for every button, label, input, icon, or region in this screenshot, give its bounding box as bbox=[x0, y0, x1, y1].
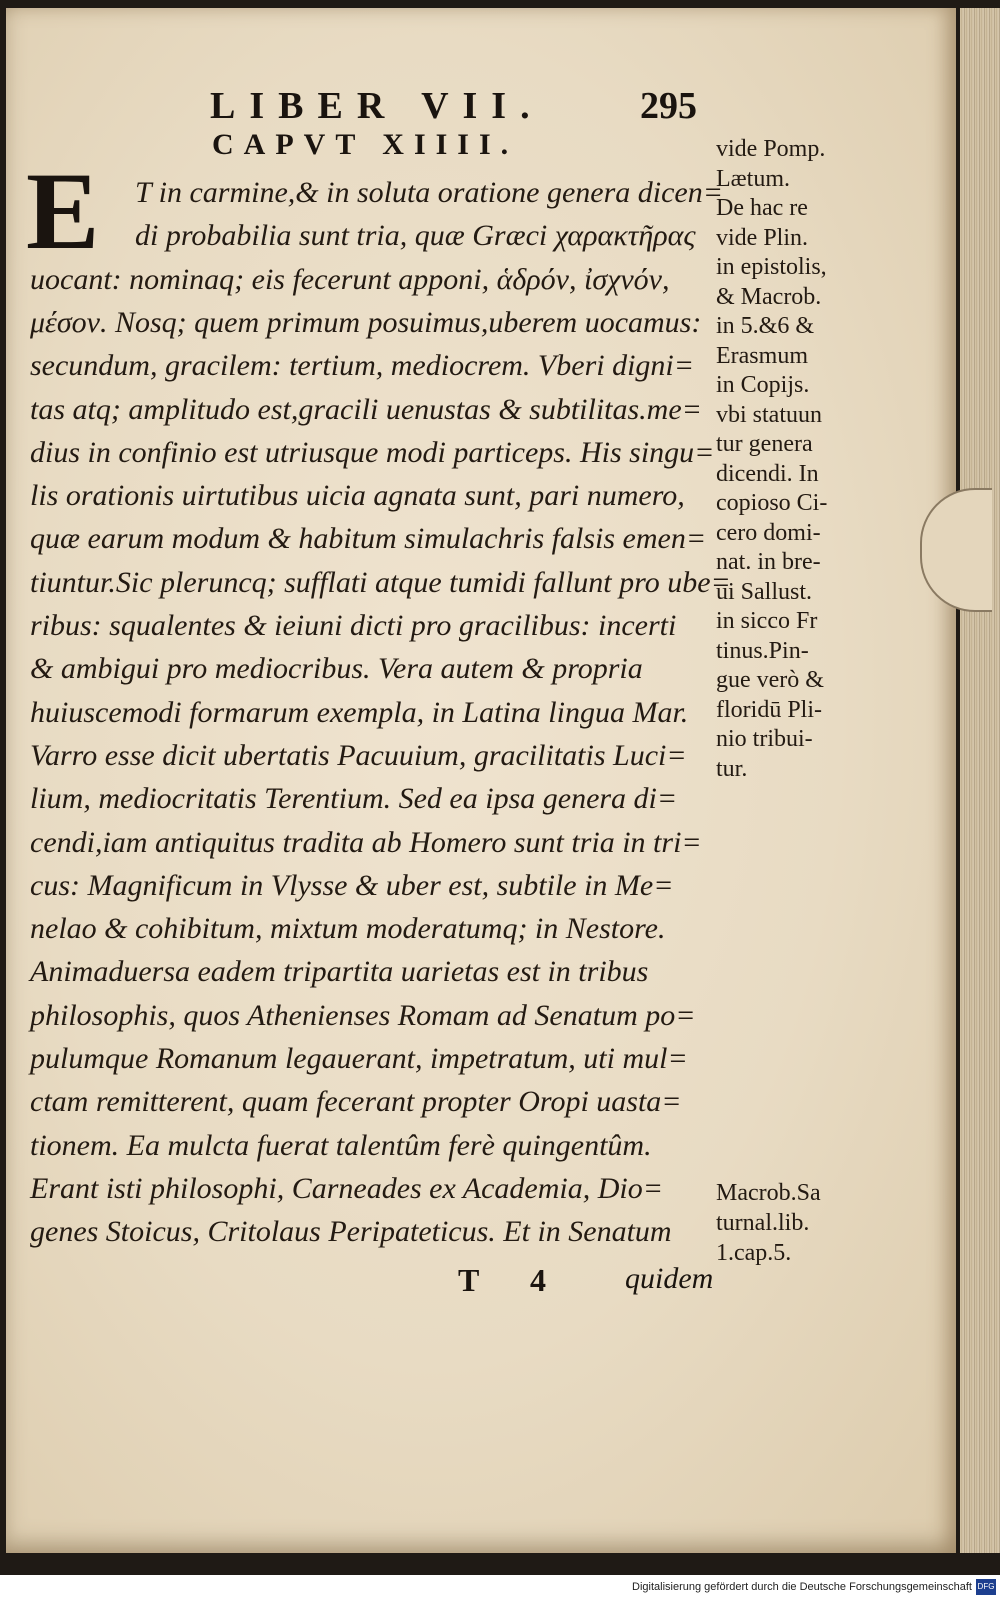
page-number: 295 bbox=[640, 85, 697, 127]
text-line: dius in confinio est utriusque modi particeps. His singu= bbox=[30, 435, 715, 469]
text-line: tas atq; amplitudo est,gracili uenustas & subtilitas.me= bbox=[30, 392, 702, 426]
margin-note-line: ui Sallust. bbox=[716, 578, 813, 605]
text-line: huiuscemodi formarum exempla, in Latina lingua Mar. bbox=[30, 695, 689, 729]
margin-note-line: nio tribui- bbox=[716, 726, 813, 752]
text-line: lium, mediocritatis Terentium. Sed ea ipsa genera di= bbox=[30, 782, 678, 816]
signature-number: 4 bbox=[530, 1262, 546, 1298]
text-line: T in carmine,& in soluta oratione genera dicen= bbox=[135, 176, 723, 209]
margin-note-line: in Copijs. bbox=[716, 372, 810, 398]
margin-note-line: floridū Pli- bbox=[716, 696, 822, 723]
text-line: Animaduersa eadem tripartita uarietas est in tribus bbox=[30, 955, 649, 989]
page-edges bbox=[960, 8, 1000, 1553]
running-head bbox=[210, 84, 710, 128]
chapter-heading: CAPVT XIIII. bbox=[212, 128, 519, 161]
text-line: Varro esse dicit ubertatis Pacuuium, gracilitatis Luci= bbox=[30, 738, 687, 772]
margin-note-line: nat. in bre- bbox=[716, 549, 821, 575]
text-line: cus: Magnificum in Vlysse & uber est, subtile in Me= bbox=[30, 868, 674, 902]
text-line: tiuntur.Sic pleruncq; sufflati atque tumidi fallunt pro ube= bbox=[30, 565, 731, 599]
margin-note-line: vide Plin. bbox=[716, 224, 809, 251]
margin-note-line: De hac re bbox=[716, 195, 808, 221]
text-line: philosophis, quos Athenienses Romam ad Senatum po= bbox=[30, 998, 696, 1032]
text-line: secundum, gracilem: tertium, mediocrem. Vberi digni= bbox=[30, 349, 694, 383]
margin-note-line: tur. bbox=[716, 755, 748, 782]
margin-note-line: in sicco Fr bbox=[716, 608, 818, 634]
margin-note-line: tinus.Pin- bbox=[716, 637, 809, 664]
text-line: di probabilia sunt tria, quæ Græci χαρακτῆρας bbox=[135, 219, 696, 253]
margin-note-line: Macrob.Sa bbox=[716, 1180, 821, 1206]
text-line: tionem. Ea mulcta fuerat talentûm ferè quingentûm. bbox=[30, 1128, 652, 1162]
margin-note-line: tur genera bbox=[716, 431, 813, 457]
margin-note-line: 1.cap.5. bbox=[716, 1240, 792, 1266]
margin-note-line: & Macrob. bbox=[716, 283, 822, 310]
margin-note-line: turnal.lib. bbox=[716, 1210, 810, 1236]
text-line: nelao & cohibitum, mixtum moderatumq; in Nestore. bbox=[30, 912, 666, 946]
catchword: quidem bbox=[625, 1262, 714, 1295]
footer-credit: Digitalisierung gefördert durch die Deutsche Forschungsgemeinschaft bbox=[632, 1581, 972, 1593]
text-line: μέσον. Nosq; quem primum posuimus,uberem uocamus: bbox=[30, 305, 702, 339]
margin-note-line: gue verò & bbox=[716, 667, 824, 693]
margin-note-line: Lætum. bbox=[716, 165, 791, 192]
text-line: pulumque Romanum legauerant, impetratum, uti mul= bbox=[30, 1042, 688, 1075]
margin-note-line: in epistolis, bbox=[716, 254, 827, 280]
running-title: LIBER VII. bbox=[210, 85, 544, 127]
margin-note-line: Erasmum bbox=[716, 342, 808, 369]
text-line: genes Stoicus, Critolaus Peripateticus. Et in Senatum bbox=[30, 1215, 672, 1249]
margin-note-line: vide Pomp. bbox=[716, 136, 826, 162]
signature-mark: T bbox=[458, 1262, 480, 1298]
drop-initial: E bbox=[26, 150, 100, 272]
margin-note-line: in 5.&6 & bbox=[716, 313, 815, 339]
text-line: Erant isti philosophi, Carneades ex Academia, Dio= bbox=[30, 1171, 663, 1205]
text-line: cendi,iam antiquitus tradita ab Homero sunt tria in tri= bbox=[30, 825, 702, 859]
text-line: uocant: nominaq; eis fecerunt apponi, ἁδρόν, ἰσχνόν, bbox=[30, 262, 670, 296]
margin-note-line: cero domi- bbox=[716, 519, 821, 546]
text-line: ribus: squalentes & ieiuni dicti pro gracilibus: incerti bbox=[30, 609, 677, 642]
text-line: ctam remitterent, quam fecerant propter Oropi uasta= bbox=[30, 1085, 682, 1119]
dfg-logo: DFG bbox=[976, 1579, 996, 1595]
text-line: quæ earum modum & habitum simulachris falsis emen= bbox=[30, 522, 707, 556]
text-line: lis orationis uirtutibus uicia agnata sunt, pari numero, bbox=[30, 479, 685, 513]
text-line: & ambigui pro mediocribus. Vera autem & propria bbox=[30, 652, 643, 686]
margin-note-line: vbi statuun bbox=[716, 401, 822, 428]
footer-bar bbox=[0, 1575, 1000, 1601]
margin-note-line: dicendi. In bbox=[716, 460, 819, 487]
margin-note-line: copioso Ci- bbox=[716, 490, 828, 516]
